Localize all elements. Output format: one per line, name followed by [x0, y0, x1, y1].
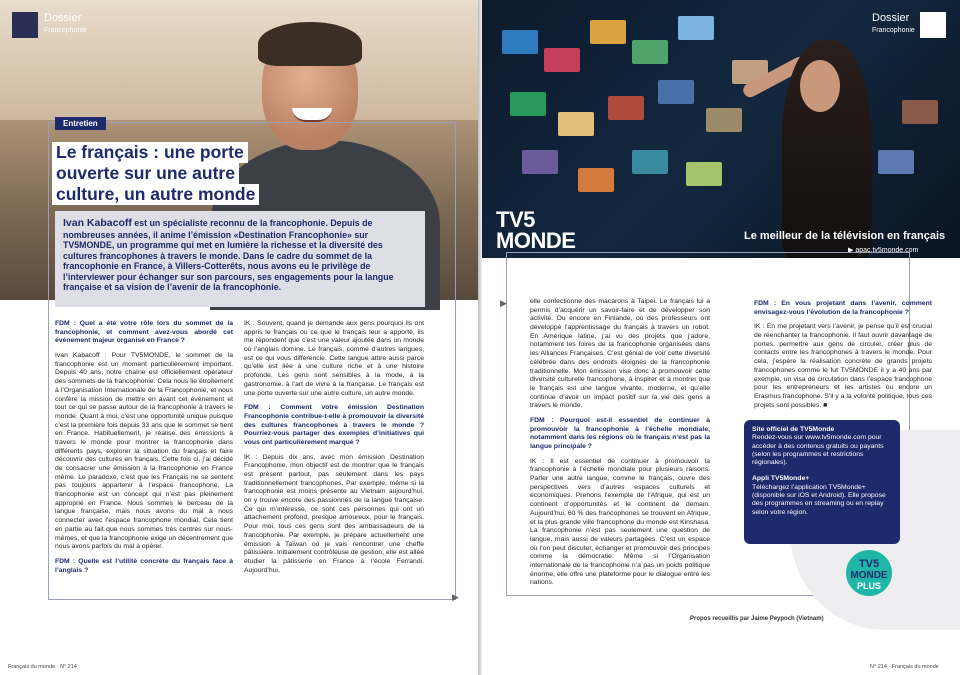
- question: FDM : Pourquoi est-il essentiel de continuer à promouvoir la francophonie à l’échelle mondiale, notamment dans les régions où le français n’est pas la langue principale ?: [530, 416, 710, 450]
- article-title-line: culture, un autre monde: [52, 184, 259, 205]
- intro-text: est un spécialiste reconnu de la francophonie. Depuis de nombreuses années, il anime l’émission «Destination Francophonie» sur TV5MONDE, un programme qui met en lumière la richesse et la diversité des cultures francophones à travers le monde. Dans le cadre du sommet de la francophonie en France, à Villers-Cotterêts, nous avons eu le privilège de l’interviewer pour échanger sur son parcours, ses engagements pour la langue française et sa vision de l’avenir de la francophonie.: [63, 218, 394, 293]
- promo-text: Téléchargez l’application TV5Monde+ (disponible sur iOS et Android). Elle propose des programmes en streaming ou en replay selon votre région.: [752, 483, 886, 516]
- answer: IK : Souvent, quand je demande aux gens pourquoi ils ont appris le français ou ce que le français leur a apporté, ils me répondent que c’est une valeur ajoutée dans un monde où l’anglais domine. Le français, comme d’autres langues, est ce qui vous différencie. Cette langue attire aussi parce qu’elle est liée à une culture riche et à une histoire profonde. Les gens sont sensibles à la mode, à la gastronomie, à l’art de vivre à la française. Le français est une porte ouverte sur une autre culture, un autre monde.: [244, 320, 424, 397]
- logo-text: TV5: [496, 207, 535, 232]
- answer: elle confectionne des macarons à Taipei. Le français lui a permis d’acquérir un savoir-faire et de développer son activité. Ou encore en Finlande, où des professeurs ont développé l’apprentissage du français à travers un robot. En Amérique latine, j’ai vu des projets que j’adore, notamment les foires de la francophonie organisées dans les Alliances Françaises. C’est génial de voir cette diversité célébrée dans des endroits éloignés de la francophonie traditionnelle. Mon émission vise donc à promouvoir cette diversité culturelle francophone, à inspirer et à montrer que le français est une langue vivante, moderne, et qu’elle continue d’avoir un impact positif sur la vie des gens à travers le monde.: [530, 298, 710, 410]
- question: FDM : Quelle est l’utilité concrète du français face à l’anglais ?: [55, 557, 233, 574]
- promo-text: Rendez-vous sur www.tv5monde.com pour accéder à des contenus gratuits ou payants (selon les programmes et restrictions régionales).: [752, 434, 884, 467]
- text-column-1: [55, 320, 233, 581]
- tv5monde-logo: [496, 207, 576, 253]
- photo-credit: Crédit photo : DR: [428, 228, 434, 267]
- signature: Propos recueillis par Jaime Peypoch (Vietnam): [690, 616, 824, 622]
- question: FDM : Comment votre émission Destination Francophonie contribue-t-elle à promouvoir la diversité des cultures francophones à travers le monde ? Pourriez-vous partager des exemples d’initiatives qui vous ont particulièrement marqué ?: [244, 404, 424, 446]
- promo-heading: Site officiel de TV5Monde: [752, 426, 835, 433]
- section-square: [12, 12, 38, 38]
- section-subtitle: Francophonie: [872, 27, 915, 34]
- intro-box: [55, 211, 425, 307]
- article-tag: Entretien: [55, 117, 106, 130]
- url-link[interactable]: ▶ apac.tv5monde.com: [848, 247, 919, 254]
- section-subtitle: Francophonie: [44, 27, 87, 34]
- answer: IK : Il est essentiel de continuer à promouvoir la francophonie à l’échelle mondiale pour plusieurs raisons. Parler une autre langue, comme le français, ouvre des perspectives vers d’autres espaces culturels et économiques. Prenons l’exemple de l’Afrique, qui est un continent d’opportunités et le continent de demain. Aujourd’hui, 60 % des francophones se trouvent en Afrique, et la plus grande ville francophone du monde est Kinshasa. La francophonie n’est pas seulement une question de langue, mais aussi de valeurs partagées. C’est un espace où l’on peut discuter, échanger et promouvoir des principes comme la démocratie. Même si l’Organisation internationale de la francophonie n’a pas un poids politique énorme, elle offre une plateforme pour le dialogue entre les nations.: [530, 457, 710, 587]
- article-title-line: Le français : une porte: [52, 142, 248, 163]
- logo-text: MONDE: [496, 227, 576, 253]
- question: FDM : En vous projetant dans l’avenir, comment envisagez-vous l’évolution de la francophonie ?: [754, 300, 932, 316]
- tagline: Le meilleur de la télévision en français: [744, 230, 946, 242]
- article-title-line: ouverte sur une autre: [52, 163, 239, 184]
- logo-text: MONDE: [850, 570, 888, 581]
- answer: Ivan Kabacoff : Pour TV5MONDE, le sommet de la francophonie est un moment particulièrement important. Depuis 40 ans, notre chaîne est officiellement opérateur des sommets de la francophonie. Cela nous lie étroitement à l’Organisation Internationale de la Francophonie, et nous confère la mission de mettre en avant cet événement et tout ce qui se passe autour de la francophonie à travers le monde. Quant à moi, c’est une opportunité unique puisque c’est la première fois depuis 33 ans que le sommet se tient en France. Habituellement, je réalise des émissions à travers le monde pour montrer la francophonie dans différents pays, explorer la situation du français et faire découvrir des cultures en français. Cette fois ci, j’ai décidé de consacrer une émission à la francophonie en France même. Le paradoxe, c’est que les Français ne se sentent pas toujours appartenir à l’espace francophone. La francophonie est un concept qui n’est pas pleinement approprié en France. Nous sommes le berceau de la langue française, mais nous avons du mal à nous connecter avec l’espace francophone mondial. Cela tient en partie au fait que nous sommes très centrés sur nous-mêmes, et que la francophonie exige un décentrement que nous avons parfois du mal à opérer.: [55, 352, 233, 551]
- section-title: Dossier: [44, 12, 82, 24]
- answer: IK : Depuis dix ans, avec mon émission Destination Francophonie, mon objectif est de montrer que le français est présent partout, pas seulement dans les pays traditionnellement francophones. Par exemple, même si la francophonie est moins présente au Vietnam aujourd’hui, on y trouve encore des passionnés de la langue française. Ce qui m’intéresse, ce sont ces personnes qui ont un attachement profond, presque amoureux, pour le français. Pour moi, tous ces gens sont des ambassadeurs de la francophonie. Par exemple, je prépare actuellement une émission à Taïwan où je vais rencontrer une cheffe pâtissière. Initialement contrôleuse de gestion, elle est allée étudier la pâtisserie en France à l’école Ferrandi. Aujourd’hui,: [244, 453, 424, 574]
- answer: IK : En me projetant vers l’avenir, je pense qu’il est crucial de réenchanter la francophonie. Il faut ouvrir davantage de portes, permettre aux gens de circuler, créer plus de contacts entre les francophones à travers le monde. Pour cela, j’espère la réalisation concrète de grands projets francophones comme le fut TV5MONDE il y a 40 ans par exemple, un visa de circulation dans l’espace francophone pour les entrepreneurs et les artistes ou encore un Erasmus francophone. S’il y a la volonté politique, tous ces projets sont possibles. ■: [754, 323, 932, 409]
- text-column-4: [754, 300, 932, 416]
- tv5monde-plus-logo: [838, 548, 900, 598]
- promo-box: [744, 420, 900, 544]
- page-footer: Français du monde · N° 214: [8, 664, 77, 670]
- continue-arrow-icon: ▶: [452, 592, 459, 602]
- left-page: [0, 0, 478, 675]
- page-footer: N° 214 · Français du monde: [870, 664, 939, 670]
- text-column-3: [530, 298, 710, 594]
- interviewee-name: Ivan Kabacoff: [63, 217, 132, 229]
- promo-heading: Appli TV5Monde+: [752, 475, 810, 483]
- logo-text: PLUS: [856, 581, 882, 591]
- section-square: [920, 12, 946, 38]
- continue-arrow-icon: ▶: [500, 298, 507, 308]
- right-page: [482, 0, 960, 675]
- section-title: Dossier: [872, 12, 910, 24]
- logo-text: TV5: [858, 558, 880, 570]
- text-column-2: [244, 320, 424, 581]
- question: FDM : Quel a été votre rôle lors du sommet de la francophonie, et comment avez-vous abordé cet événement majeur organisé en France ?: [55, 320, 233, 345]
